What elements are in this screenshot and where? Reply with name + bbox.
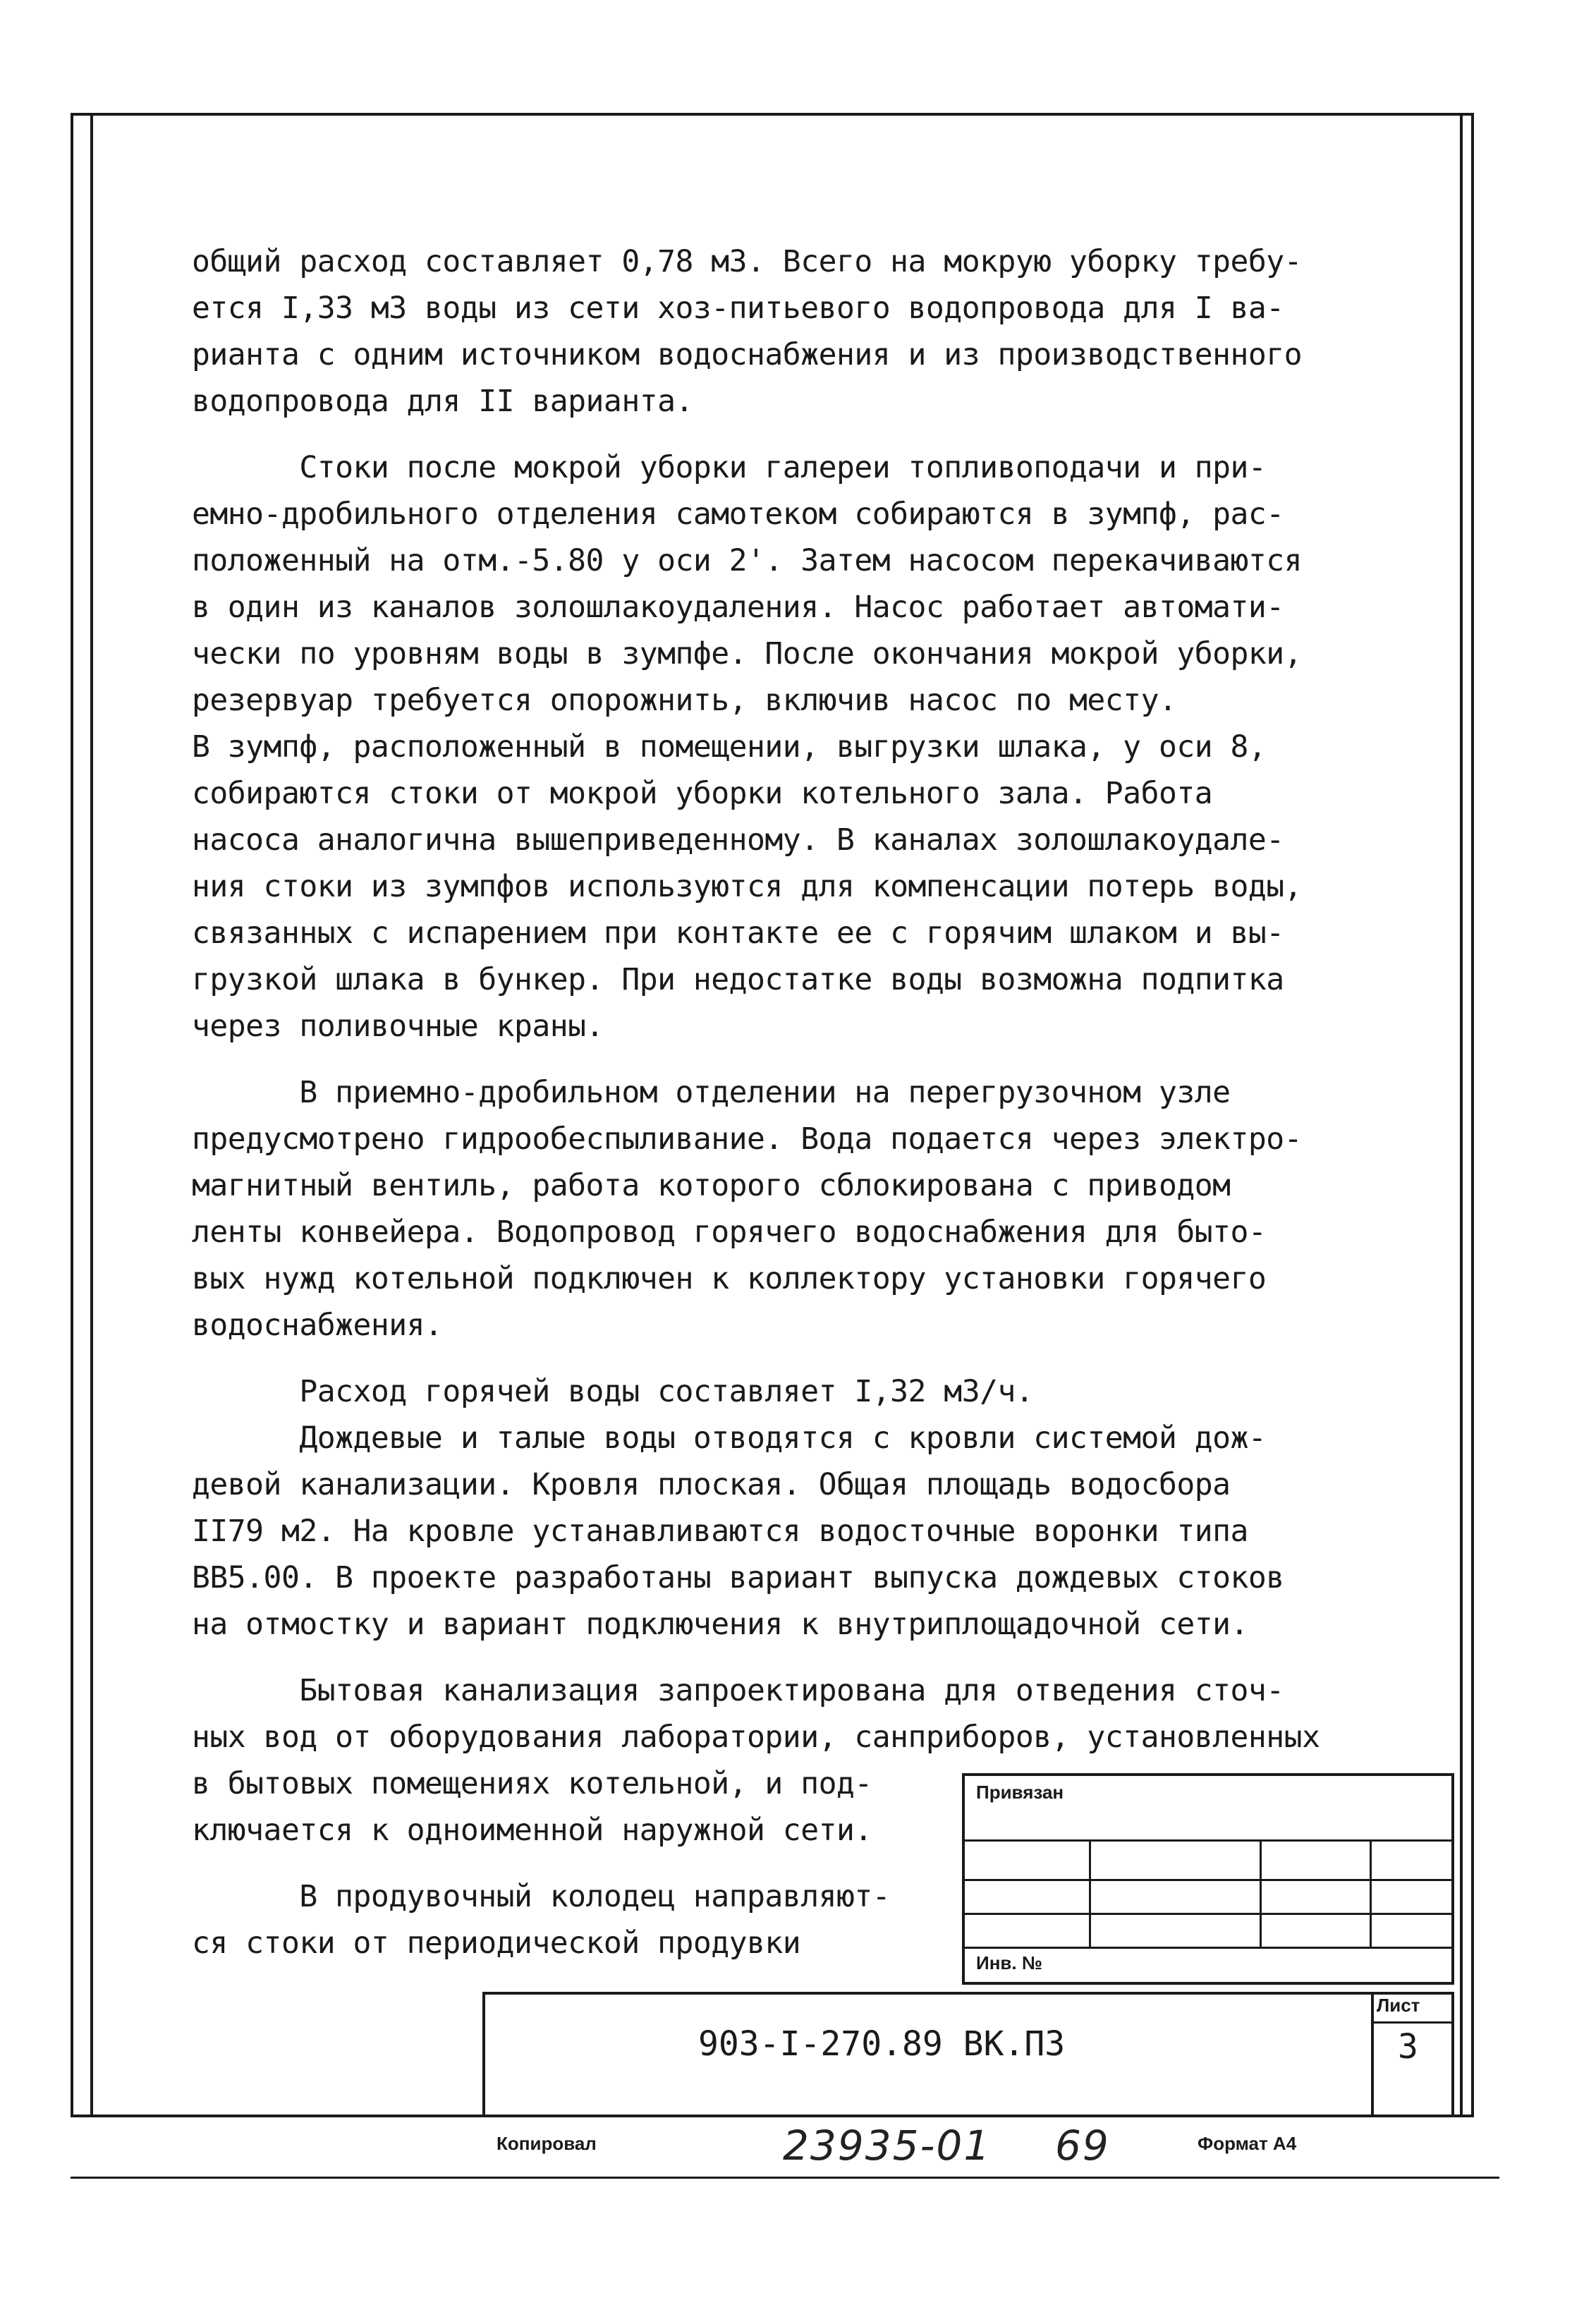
text-line: ных вод от оборудования лаборатории, санприборов, установленных [192, 1720, 1320, 1755]
text-line: на отмостку и вариант подключения к внутриплощадочной сети. [192, 1607, 1248, 1642]
order-number: 23935-01 [783, 2122, 992, 2170]
text-line: собираются стоки от мокрой уборки котельного зала. Работа [192, 776, 1213, 811]
text-line: ния стоки из зумпфов используются для компенсации потерь воды, [192, 869, 1303, 904]
copied-label: Копировал [496, 2133, 597, 2154]
text-line: В продувочный колодец направляют- [192, 1879, 891, 1914]
stamp-inv-label: Инв. № [976, 1952, 1042, 1973]
sheet-number: 3 [1398, 2027, 1418, 2067]
text-line: ся стоки от периодической продувки [192, 1925, 801, 1961]
text-line: положенный на отм.-5.80 у оси 2'. Затем насосом перекачиваются [192, 543, 1303, 578]
text-line: емно-дробильного отделения самотеком собираются в зумпф, рас- [192, 497, 1284, 532]
text-line: ленты конвейера. Водопровод горячего водоснабжения для быто- [192, 1215, 1267, 1250]
text-line: Бытовая канализация запроектирована для отведения сточ- [192, 1673, 1284, 1708]
format-label: Формат А4 [1198, 2133, 1297, 2154]
text-line: ключается к одноименной наружной сети. [192, 1813, 872, 1848]
text-line: водоснабжения. [192, 1308, 443, 1343]
text-line: грузкой шлака в бункер. При недостатке воды возможна подпитка [192, 962, 1284, 997]
text-line: Дождевые и талые воды отводятся с кровли системой дож- [192, 1420, 1267, 1456]
text-line: ВВ5.00. В проекте разработаны вариант выпуска дождевых стоков [192, 1560, 1284, 1595]
text-line: рианта с одним источником водоснабжения и из производственного [192, 337, 1303, 372]
text-line: предусмотрено гидрообеспыливание. Вода подается через электро- [192, 1121, 1303, 1157]
document-code: 903-I-270.89 ВК.ПЗ [698, 2024, 1066, 2064]
text-line: Стоки после мокрой уборки галереи топливоподачи и при- [192, 450, 1267, 485]
text-line: магнитный вентиль, работа которого сблокирована с приводом [192, 1168, 1231, 1203]
text-line: в бытовых помещениях котельной, и под- [192, 1766, 872, 1801]
sheet-label: Лист [1377, 1995, 1420, 2016]
text-line: связанных с испарением при контакте ее с горячим шлаком и вы- [192, 915, 1284, 951]
text-line: ется I,33 м3 воды из сети хоз-питьевого водопровода для I ва- [192, 291, 1284, 326]
text-line: водопровода для II варианта. [192, 384, 693, 419]
page-mark: 69 [1055, 2122, 1110, 2170]
bottom-rule [71, 2177, 1499, 2179]
text-line: чески по уровням воды в зумпфе. После окончания мокрой уборки, [192, 636, 1303, 671]
text-line: В приемно-дробильном отделении на перегрузочном узле [192, 1075, 1231, 1110]
body-text [192, 238, 1405, 1966]
text-line: в один из каналов золошлакоудаления. Насос работает автомати- [192, 590, 1284, 625]
text-line: через поливочные краны. [192, 1009, 604, 1044]
frame-margin-line-right [1460, 113, 1463, 2117]
text-line: В зумпф, расположенный в помещении, выгрузки шлака, у оси 8, [192, 729, 1267, 765]
text-line: II79 м2. На кровле устанавливаются водосточные воронки типа [192, 1514, 1248, 1549]
text-line: девой канализации. Кровля плоская. Общая площадь водосбора [192, 1467, 1231, 1502]
text-line: резервуар требуется опорожнить, включив насос по месту. [192, 683, 1177, 718]
frame-margin-line-left [90, 113, 93, 2117]
text-line: Расход горячей воды составляет I,32 м3/ч. [192, 1374, 1034, 1409]
text-line: насоса аналогична вышеприведенному. В каналах золошлакоудале- [192, 822, 1284, 858]
text-line: вых нужд котельной подключен к коллектору установки горячего [192, 1261, 1267, 1296]
stamp-prikazan-label: Привязан [976, 1782, 1064, 1803]
text-line: общий расход составляет 0,78 м3. Всего на мокрую уборку требу- [192, 244, 1303, 279]
